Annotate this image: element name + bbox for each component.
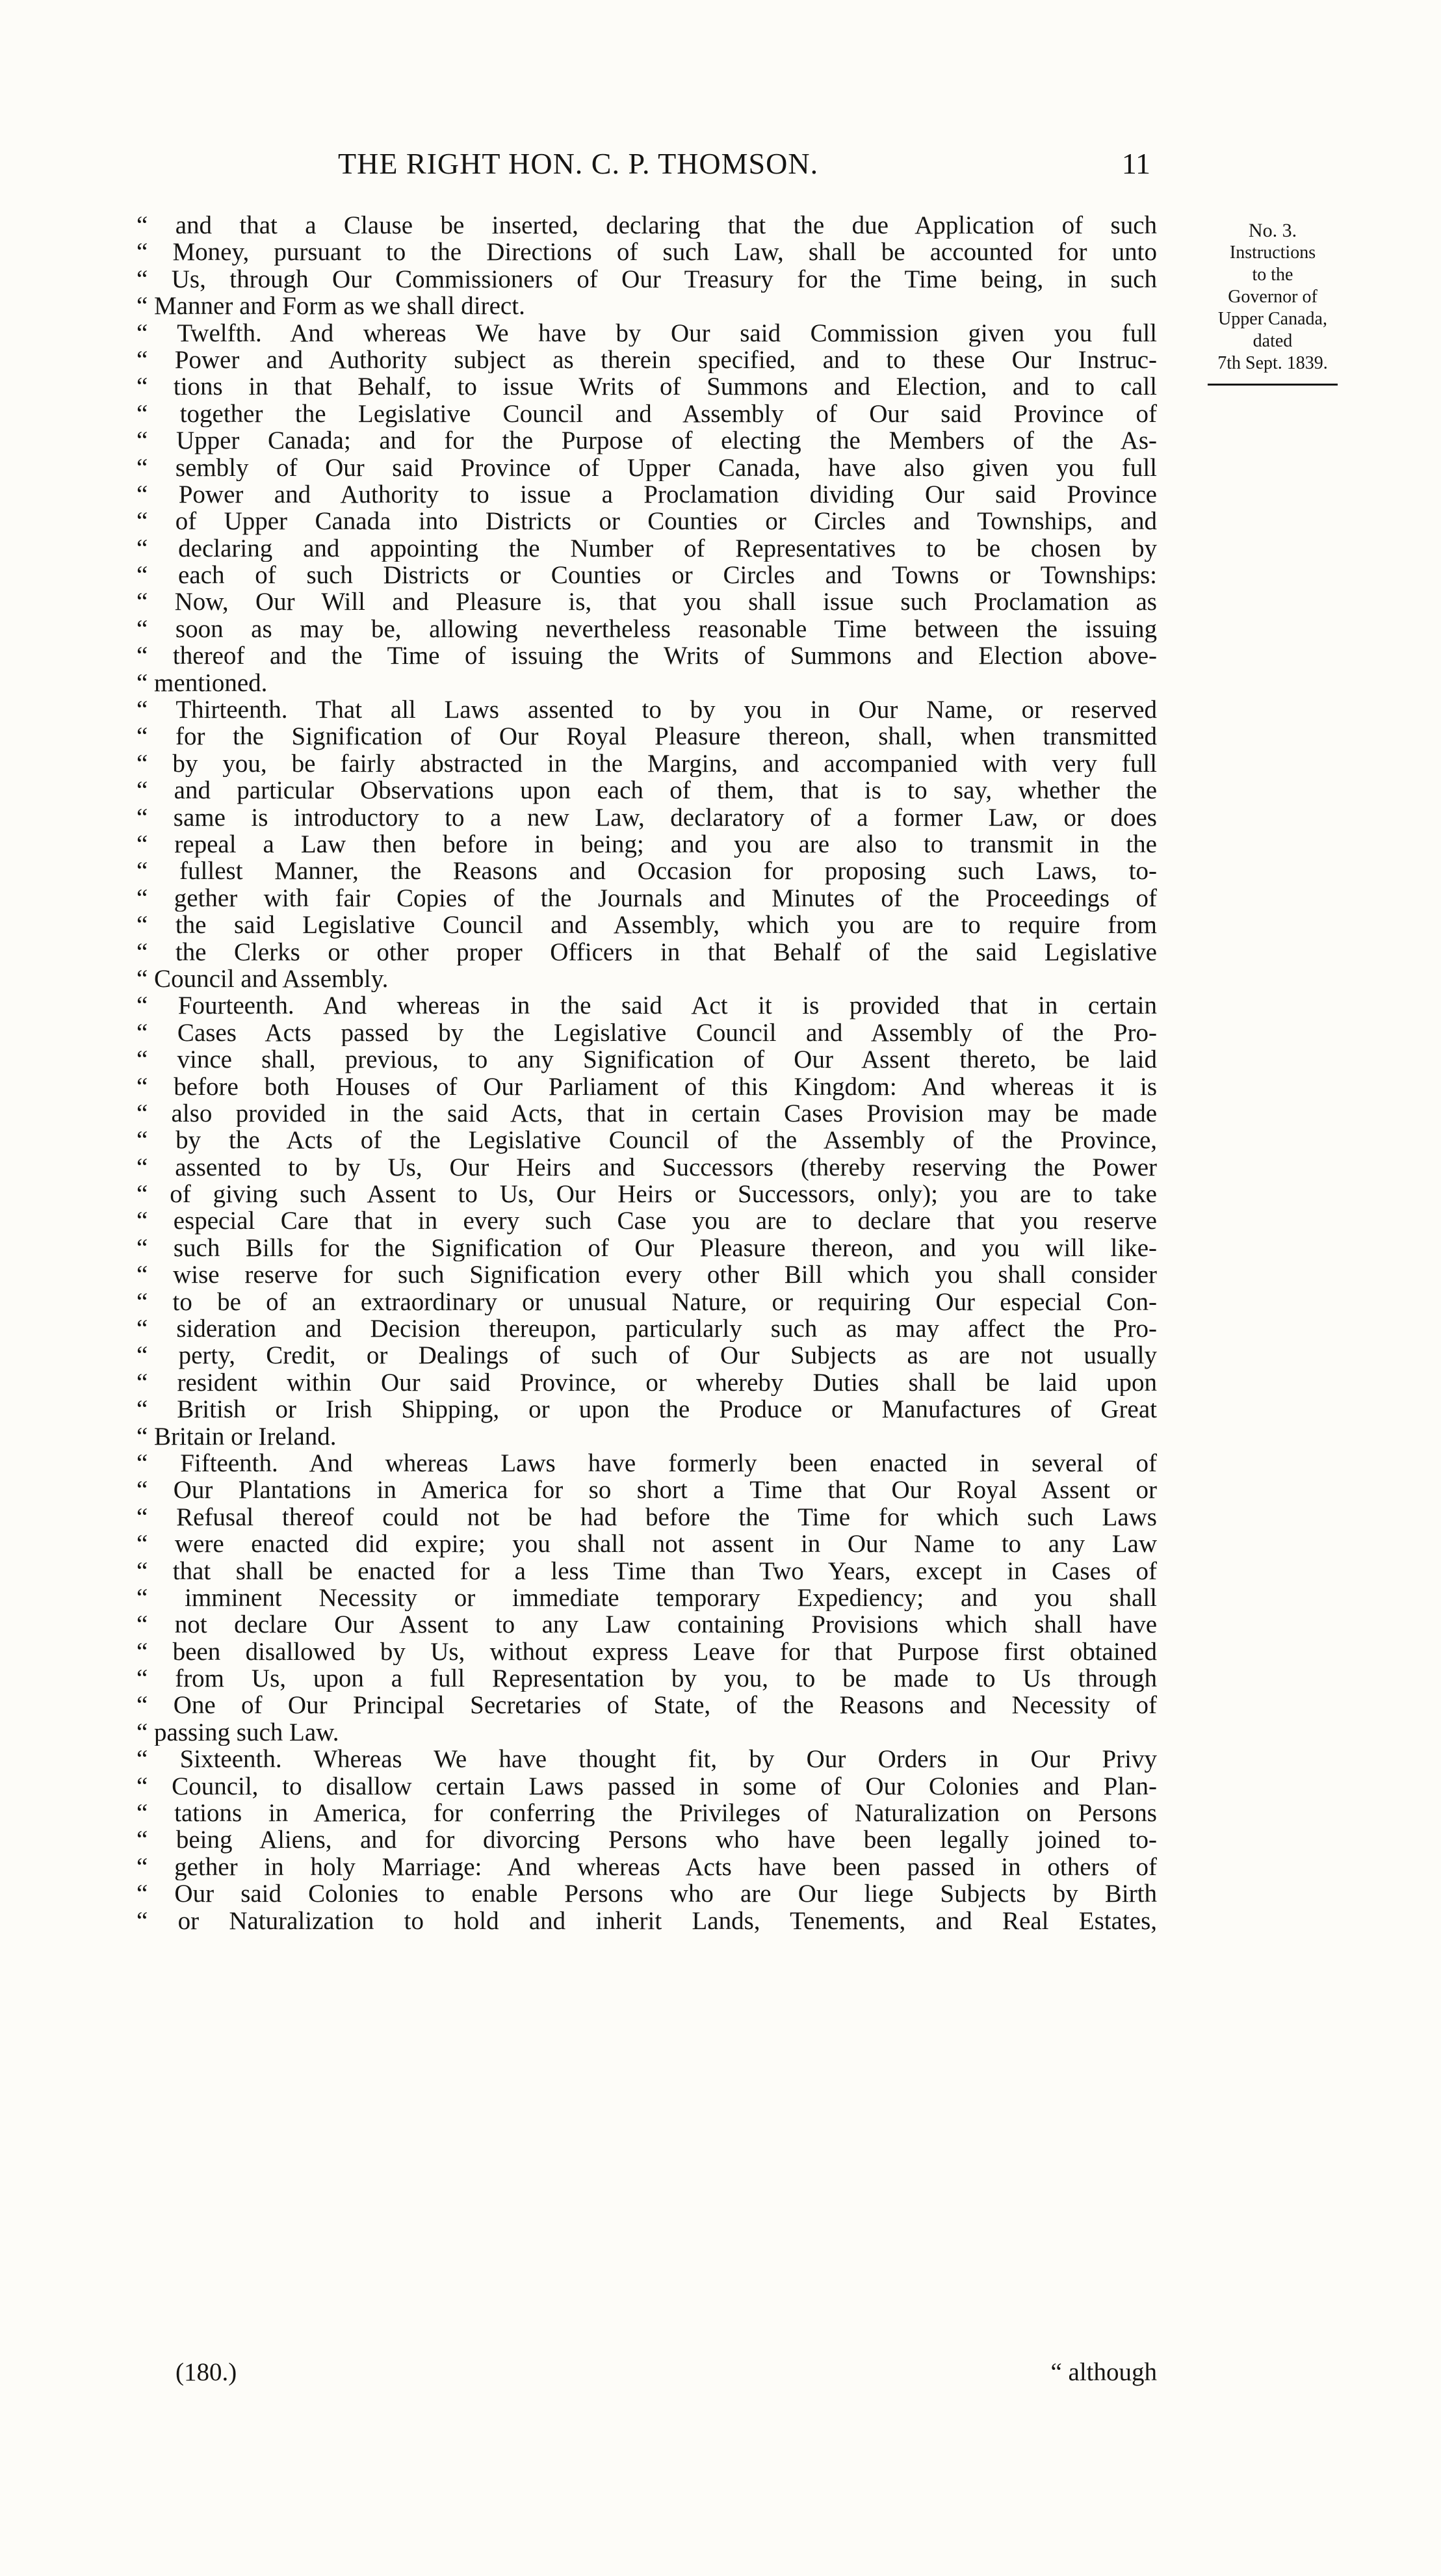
- text-line: “ and that a Clause be inserted, declaring that the due Application of such: [136, 212, 1157, 239]
- text-line: “ Sixteenth. Whereas We have thought fit, by Our Orders in Our Privy: [136, 1746, 1157, 1773]
- text-line: “ wise reserve for such Signification every other Bill which you shall consider: [136, 1261, 1157, 1289]
- margin-note-line: 7th Sept. 1839.: [1217, 353, 1328, 373]
- text-line: “ also provided in the said Acts, that in certain Cases Provision may be made: [136, 1099, 1157, 1127]
- text-line: “ gether in holy Marriage: And whereas Acts have been passed in others of: [136, 1853, 1157, 1881]
- text-line: “ Our Plantations in America for so short a Time that Our Royal Assent or: [136, 1477, 1157, 1504]
- text-line: “ Upper Canada; and for the Purpose of electing the Members of the As-: [136, 427, 1157, 454]
- running-title: THE RIGHT HON. C. P. THOMSON.: [338, 147, 819, 180]
- text-line: “ the said Legislative Council and Assembly, which you are to require from: [136, 912, 1157, 939]
- text-line: “ each of such Districts or Counties or Circles and Towns or Townships:: [136, 562, 1157, 589]
- text-line: “ fullest Manner, the Reasons and Occasion for proposing such Laws, to-: [136, 858, 1157, 885]
- margin-note-line: Upper Canada,: [1218, 309, 1327, 329]
- text-line: “ Twelfth. And whereas We have by Our said Commission given you full: [136, 319, 1157, 347]
- text-line: “ imminent Necessity or immediate temporary Expediency; and you shall: [136, 1584, 1157, 1612]
- text-line: “ from Us, upon a full Representation by you, to be made to Us through: [136, 1665, 1157, 1692]
- body-text: [136, 212, 1157, 1934]
- text-line: “ declaring and appointing the Number of Representatives to be chosen by: [136, 534, 1157, 562]
- text-line: “ Power and Authority subject as therein specified, and to these Our Instruc-: [136, 346, 1157, 374]
- text-line: “ Refusal thereof could not be had before the Time for which such Laws: [136, 1503, 1157, 1531]
- text-line: “ by you, be fairly abstracted in the Margins, and accompanied with very full: [136, 750, 1157, 778]
- text-line: “ Now, Our Will and Pleasure is, that you shall issue such Proclamation as: [136, 588, 1157, 616]
- text-line: “ sideration and Decision thereupon, particularly such as may affect the Pro-: [136, 1315, 1157, 1343]
- text-line: “ being Aliens, and for divorcing Persons who have been legally joined to-: [136, 1826, 1157, 1854]
- text-line: “ that shall be enacted for a less Time than Two Years, except in Cases of: [136, 1557, 1157, 1584]
- text-line: “ Thirteenth. That all Laws assented to by you in Our Name, or reserved: [136, 696, 1157, 724]
- text-line: “ sembly of Our said Province of Upper Canada, have also given you full: [136, 454, 1157, 481]
- text-line: “ tions in that Behalf, to issue Writs of Summons and Election, and to call: [136, 373, 1157, 401]
- text-line: “ One of Our Principal Secretaries of State, of the Reasons and Necessity of: [136, 1692, 1157, 1719]
- text-line: “ not declare Our Assent to any Law containing Provisions which shall have: [136, 1611, 1157, 1638]
- text-line: “ Fourteenth. And whereas in the said Act it is provided that in certain: [136, 992, 1157, 1019]
- margin-note-line: Governor of: [1228, 287, 1318, 307]
- text-line: “ thereof and the Time of issuing the Writs of Summons and Election above-: [136, 642, 1157, 670]
- text-line: “ Power and Authority to issue a Proclamation dividing Our said Province: [136, 480, 1157, 508]
- text-line: “ or Naturalization to hold and inherit Lands, Tenements, and Real Estates,: [136, 1907, 1157, 1934]
- text-line: “ repeal a Law then before in being; and you are also to transmit in the: [136, 830, 1157, 858]
- signature-mark: (180.): [175, 2358, 237, 2386]
- text-line: “ tations in America, for conferring the Privileges of Naturalization on Persons: [136, 1800, 1157, 1827]
- text-line: “ such Bills for the Signification of Our Pleasure thereon, and you will like-: [136, 1234, 1157, 1262]
- margin-note-line: Instructions: [1229, 243, 1316, 263]
- margin-note-line: No. 3.: [1248, 220, 1297, 241]
- text-line: “ soon as may be, allowing nevertheless reasonable Time between the issuing: [136, 615, 1157, 643]
- text-line: “ before both Houses of Our Parliament of this Kingdom: And whereas it is: [136, 1073, 1157, 1100]
- text-line: “ Manner and Form as we shall direct.: [136, 293, 525, 320]
- text-line: “ Money, pursuant to the Directions of such Law, shall be accounted for unto: [136, 239, 1157, 266]
- text-line: “ mentioned.: [136, 669, 268, 697]
- margin-note: [1195, 220, 1351, 386]
- text-line: “ of giving such Assent to Us, Our Heirs or Successors, only); you are to take: [136, 1181, 1157, 1208]
- text-line: “ Council, to disallow certain Laws passed in some of Our Colonies and Plan-: [136, 1772, 1157, 1800]
- text-line: “ same is introductory to a new Law, declaratory of a former Law, or does: [136, 804, 1157, 831]
- text-line: “ together the Legislative Council and Assembly of Our said Province of: [136, 400, 1157, 428]
- text-line: “ gether with fair Copies of the Journals and Minutes of the Proceedings of: [136, 884, 1157, 912]
- text-line: “ Britain or Ireland.: [136, 1423, 337, 1450]
- page-number: 11: [1121, 147, 1150, 180]
- text-line: “ and particular Observations upon each of them, that is to say, whether the: [136, 777, 1157, 804]
- text-line: “ passing such Law.: [136, 1718, 339, 1746]
- text-line: “ British or Irish Shipping, or upon the Produce or Manufactures of Great: [136, 1396, 1157, 1423]
- text-line: “ for the Signification of Our Royal Pleasure thereon, shall, when transmitted: [136, 723, 1157, 750]
- text-line: “ by the Acts of the Legislative Council of the Assembly of the Province,: [136, 1127, 1157, 1154]
- text-line: “ Fifteenth. And whereas Laws have formerly been enacted in several of: [136, 1449, 1157, 1477]
- page-header: [130, 146, 1150, 185]
- text-line: “ resident within Our said Province, or whereby Duties shall be laid upon: [136, 1369, 1157, 1397]
- text-line: “ were enacted did expire; you shall not assent in Our Name to any Law: [136, 1531, 1157, 1558]
- margin-note-line: dated: [1253, 331, 1293, 351]
- text-line: “ especial Care that in every such Case you are to declare that you reserve: [136, 1207, 1157, 1235]
- text-line: “ to be of an extraordinary or unusual Nature, or requiring Our especial Con-: [136, 1288, 1157, 1316]
- catchword: “ although: [1050, 2358, 1157, 2386]
- text-line: “ Council and Assembly.: [136, 965, 389, 993]
- text-line: “ assented to by Us, Our Heirs and Successors (thereby reserving the Power: [136, 1153, 1157, 1181]
- text-line: “ Us, through Our Commissioners of Our Treasury for the Time being, in such: [136, 265, 1157, 293]
- text-line: “ Our said Colonies to enable Persons who are Our liege Subjects by Birth: [136, 1880, 1157, 1908]
- text-line: “ been disallowed by Us, without express Leave for that Purpose first obtained: [136, 1638, 1157, 1666]
- text-line: “ the Clerks or other proper Officers in that Behalf of the said Legislative: [136, 938, 1157, 966]
- text-line: “ of Upper Canada into Districts or Counties or Circles and Townships, and: [136, 508, 1157, 535]
- text-line: “ Cases Acts passed by the Legislative Council and Assembly of the Pro-: [136, 1019, 1157, 1047]
- text-line: “ perty, Credit, or Dealings of such of Our Subjects as are not usually: [136, 1342, 1157, 1369]
- text-line: “ vince shall, previous, to any Signification of Our Assent thereto, be laid: [136, 1046, 1157, 1073]
- margin-note-rule: [1208, 384, 1338, 386]
- margin-note-line: to the: [1252, 265, 1293, 285]
